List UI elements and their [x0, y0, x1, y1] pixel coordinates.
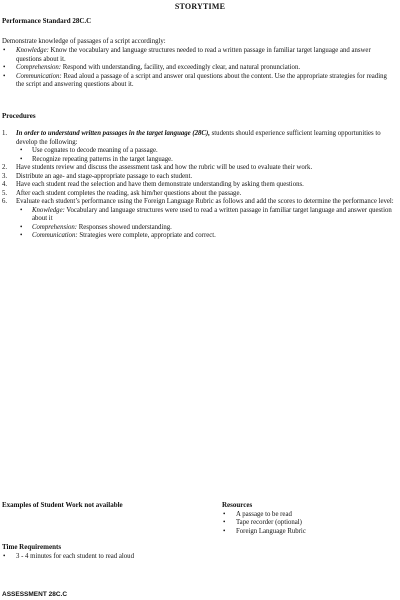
step-text: Evaluate each student’s performance using the Foreign Language Rubric as follows and add the scores to determine the performance level: [16, 198, 394, 205]
bullet-icon: • [223, 527, 226, 535]
procedure-substep [2, 232, 394, 241]
procedure-substep [2, 207, 394, 224]
procedure-step [2, 198, 394, 207]
procedure-step [2, 173, 394, 182]
substep-text: Use cognates to decode meaning of a passage. [32, 147, 158, 154]
bullet-icon: • [3, 64, 6, 71]
standard-lead: Comprehension: [16, 64, 62, 71]
resource-item [222, 511, 392, 520]
substep-text: Recognize repeating patterns in the target language. [32, 155, 173, 163]
standard-knowledge [2, 47, 394, 64]
step-number: 4. [2, 181, 8, 188]
page-footer: ASSESSMENT 28C.C [2, 591, 68, 598]
bullet-icon: • [3, 552, 6, 560]
bullet-icon: • [20, 147, 23, 154]
resource-text: A passage to be read [236, 510, 292, 518]
step-text: After each student completes the reading, ask him/her questions about the passage. [16, 189, 242, 197]
substep-lead: Comprehension: [32, 223, 78, 231]
substep-text: Responses showed understanding. [77, 223, 172, 231]
intro-text: Demonstrate knowledge of passages of a script accordingly: [2, 38, 166, 45]
time-item [2, 553, 222, 562]
substep-lead: Knowledge: [32, 206, 65, 214]
step-number: 2. [2, 164, 8, 171]
procedure-substep [2, 224, 394, 233]
standard-communication [2, 73, 394, 90]
performance-standard-heading: Performance Standard 28C.C [2, 17, 92, 25]
procedures-heading: Procedures [2, 112, 36, 120]
procedure-step [2, 181, 394, 190]
substep-text: Vocabulary and language structures were used to read a written passage in familiar target language and answer question about it [32, 206, 392, 222]
step-number: 5. [2, 189, 8, 197]
time-heading: Time Requirements [2, 543, 62, 551]
procedure-substep [2, 156, 394, 165]
procedures-list [2, 130, 394, 241]
bullet-icon: • [3, 72, 6, 80]
standard-lead: Knowledge: [16, 47, 49, 54]
bullet-icon: • [20, 232, 23, 239]
resources-section [222, 501, 392, 536]
step-text: students should experience sufficient learning opportunities to develop the following: [16, 130, 381, 146]
resource-text: Foreign Language Rubric [236, 527, 306, 535]
page-title: STORYTIME [174, 2, 226, 11]
step-number: 6. [2, 198, 8, 205]
step-number: 3. [2, 172, 8, 180]
time-section [2, 543, 222, 561]
examples-section [2, 501, 212, 511]
procedure-step [2, 190, 394, 199]
standard-text: Know the vocabulary and language structures needed to read a written passage in familiar target language and answer questions about it. [16, 47, 371, 63]
standard-comprehension [2, 64, 394, 73]
step-emphasis: In order to understand written passages in the target language (28C), [16, 130, 210, 137]
bullet-icon: • [20, 206, 23, 214]
examples-heading: Examples of Student Work not available [2, 501, 123, 509]
standard-text: Read aloud a passage of a script and answer oral questions about the content. Use the appropriate strategies for reading the script and answering questions about it. [16, 72, 387, 88]
bullet-icon: • [20, 223, 23, 231]
resource-item [222, 519, 392, 528]
standards-list [2, 47, 394, 90]
time-text: 3 - 4 minutes for each student to read aloud [16, 552, 134, 560]
procedure-substep [2, 147, 394, 156]
bullet-icon: • [223, 519, 226, 526]
step-text: Have students review and discuss the assessment task and how the rubric will be used to evaluate their work. [16, 164, 313, 171]
substep-lead: Communication: [32, 232, 78, 239]
bullet-icon: • [223, 510, 226, 518]
procedure-step [2, 130, 394, 147]
bullet-icon: • [20, 155, 23, 163]
resources-heading: Resources [222, 501, 253, 509]
resource-text: Tape recorder (optional) [236, 519, 302, 526]
step-text: Have each student read the selection and have them demonstrate understanding by asking them questions. [16, 181, 304, 188]
step-text: Distribute an age- and stage-appropriate passage to each student. [16, 172, 193, 180]
standard-text: Respond with understanding, facility, and exceedingly clear, and natural pronunciation. [61, 64, 301, 71]
substep-text: Strategies were complete, appropriate and correct. [77, 232, 216, 239]
procedure-step [2, 164, 394, 173]
step-number: 1. [2, 130, 8, 137]
bullet-icon: • [3, 47, 6, 54]
resource-item [222, 528, 392, 537]
standard-lead: Communication: [16, 72, 62, 80]
